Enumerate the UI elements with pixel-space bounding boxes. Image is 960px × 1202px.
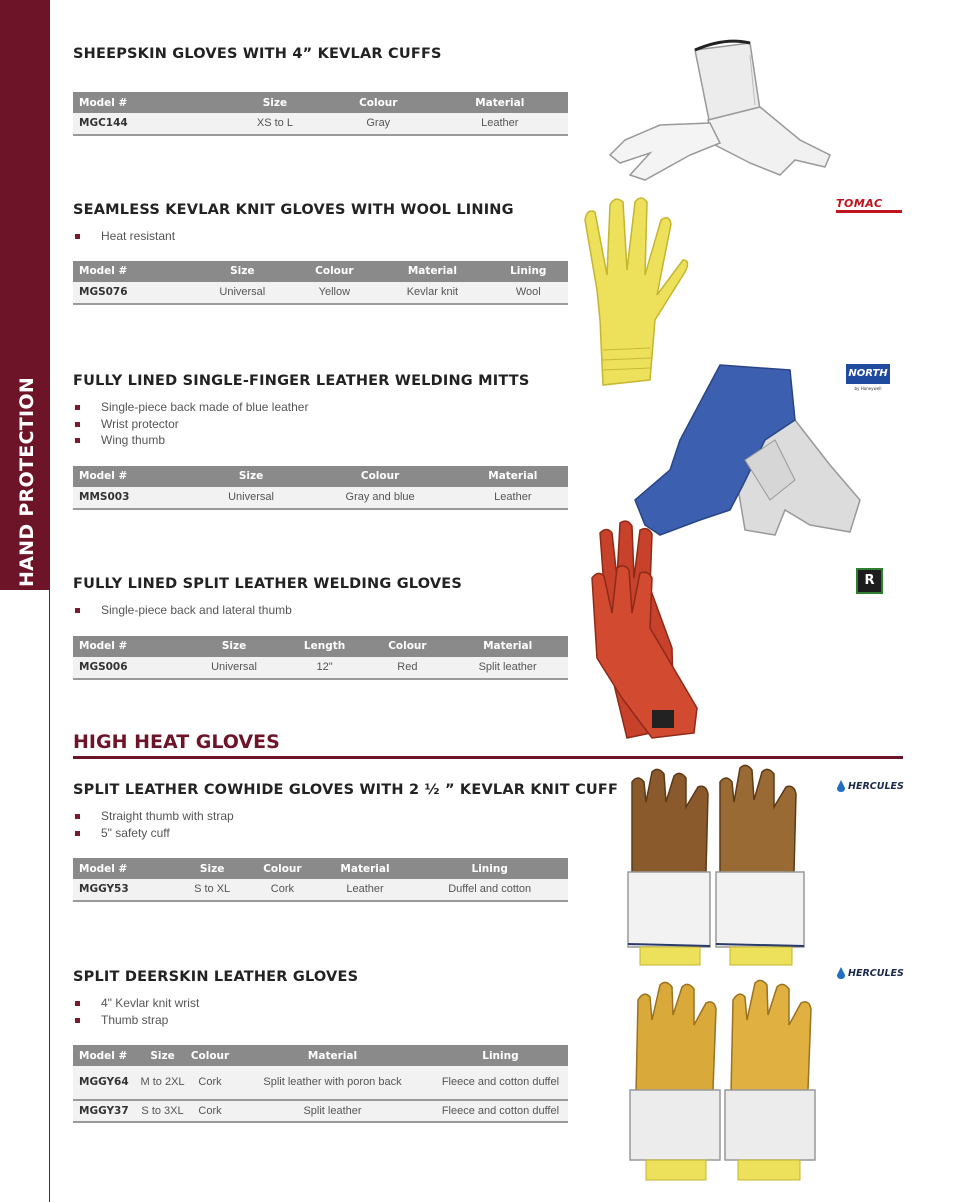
table-header: Size xyxy=(192,261,292,282)
deerskin-gloves-image xyxy=(618,975,818,1185)
cowhide-gloves-image xyxy=(620,762,815,967)
table-cell: Universal xyxy=(200,487,303,509)
table-header: Colour xyxy=(368,636,448,657)
table-header: Size xyxy=(200,466,303,487)
ronco-logo xyxy=(856,568,883,594)
table-header: Lining xyxy=(411,858,568,879)
feature-list xyxy=(73,399,568,449)
logo-text: NORTH xyxy=(846,364,890,384)
hercules-logo xyxy=(836,778,904,794)
logo-text: R xyxy=(864,573,875,588)
product-section xyxy=(73,576,568,680)
hercules-logo xyxy=(836,965,904,981)
table-cell: Cork xyxy=(188,1066,232,1100)
model-cell: MGS076 xyxy=(73,282,192,304)
section-heading: HIGH HEAT GLOVES xyxy=(73,731,280,753)
table-header: Size xyxy=(178,858,246,879)
spec-table xyxy=(73,858,568,902)
table-header: Colour xyxy=(325,92,432,113)
spec-table xyxy=(73,636,568,680)
table-cell: Cork xyxy=(246,879,318,901)
logo-text: HERCULES xyxy=(848,780,904,792)
table-cell: Split leather xyxy=(232,1100,433,1122)
table-header: Lining xyxy=(433,1045,568,1066)
table-header: Model # xyxy=(73,636,186,657)
red-welding-gloves-image xyxy=(582,518,707,743)
product-title: FULLY LINED SINGLE-FINGER LEATHER WELDING MITTS xyxy=(73,373,530,389)
table-cell: Split leather xyxy=(447,657,568,679)
product-title: SEAMLESS KEVLAR KNIT GLOVES WITH WOOL LINING xyxy=(73,202,514,218)
model-cell: MGS006 xyxy=(73,657,186,679)
table-cell: Universal xyxy=(186,657,281,679)
table-cell: S to XL xyxy=(178,879,246,901)
feature-item: Wrist protector xyxy=(73,416,568,433)
table-header: Model # xyxy=(73,466,200,487)
product-title: SHEEPSKIN GLOVES WITH 4” KEVLAR CUFFS xyxy=(73,46,442,62)
feature-item: Heat resistant xyxy=(73,228,568,245)
product-section xyxy=(73,782,618,902)
model-cell: MGGY64 xyxy=(73,1066,137,1100)
feature-item: 4" Kevlar knit wrist xyxy=(73,995,568,1012)
product-section xyxy=(73,969,568,1123)
table-row xyxy=(73,879,568,901)
table-header: Colour xyxy=(246,858,318,879)
table-header: Material xyxy=(232,1045,433,1066)
table-cell: XS to L xyxy=(225,113,325,135)
feature-list xyxy=(73,808,618,841)
model-cell: MGC144 xyxy=(73,113,225,135)
feature-list xyxy=(73,602,568,619)
table-cell: Fleece and cotton duffel xyxy=(433,1100,568,1122)
table-header: Model # xyxy=(73,858,178,879)
table-header: Size xyxy=(186,636,281,657)
table-header: Model # xyxy=(73,92,225,113)
table-cell: Duffel and cotton xyxy=(411,879,568,901)
table-header: Colour xyxy=(292,261,376,282)
table-row xyxy=(73,487,568,509)
logo-text: TOMAC xyxy=(836,198,902,213)
table-cell: 12" xyxy=(282,657,368,679)
table-header: Colour xyxy=(303,466,458,487)
model-cell: MGGY37 xyxy=(73,1100,137,1122)
table-header: Size xyxy=(225,92,325,113)
logo-subtext: by Honeywell xyxy=(854,386,882,391)
tomac-logo xyxy=(836,198,902,214)
drop-icon xyxy=(836,780,846,793)
table-row xyxy=(73,282,568,304)
product-section xyxy=(73,202,568,305)
table-cell: Red xyxy=(368,657,448,679)
north-logo xyxy=(846,364,890,394)
table-header: Model # xyxy=(73,261,192,282)
model-cell: MGGY53 xyxy=(73,879,178,901)
spec-table xyxy=(73,92,568,136)
table-header: Lining xyxy=(489,261,568,282)
feature-list xyxy=(73,228,568,245)
feature-item: Single-piece back and lateral thumb xyxy=(73,602,568,619)
product-title: SPLIT LEATHER COWHIDE GLOVES WITH 2 ½ ” KEVLAR KNIT CUFF xyxy=(73,782,619,798)
table-header: Material xyxy=(376,261,488,282)
table-header: Material xyxy=(458,466,568,487)
table-cell: Gray xyxy=(325,113,432,135)
logo-text: HERCULES xyxy=(848,967,904,979)
product-title: SPLIT DEERSKIN LEATHER GLOVES xyxy=(73,969,359,985)
table-cell: Wool xyxy=(489,282,568,304)
table-cell: Leather xyxy=(319,879,412,901)
table-row xyxy=(73,1100,568,1122)
spec-table xyxy=(73,466,568,510)
table-cell: Split leather with poron back xyxy=(232,1066,433,1100)
table-cell: Yellow xyxy=(292,282,376,304)
feature-list xyxy=(73,995,568,1028)
table-cell: Gray and blue xyxy=(303,487,458,509)
feature-item: 5" safety cuff xyxy=(73,825,618,842)
spec-table xyxy=(73,1045,568,1123)
table-cell: Leather xyxy=(458,487,568,509)
spec-table xyxy=(73,261,568,305)
table-cell: Fleece and cotton duffel xyxy=(433,1066,568,1100)
feature-item: Single-piece back made of blue leather xyxy=(73,399,568,416)
table-header: Material xyxy=(432,92,568,113)
product-section xyxy=(73,373,568,510)
table-header: Length xyxy=(282,636,368,657)
table-header: Material xyxy=(319,858,412,879)
table-cell: Universal xyxy=(192,282,292,304)
table-header: Size xyxy=(137,1045,188,1066)
table-cell: S to 3XL xyxy=(137,1100,188,1122)
section-divider xyxy=(73,756,903,759)
table-header: Model # xyxy=(73,1045,137,1066)
table-cell: Kevlar knit xyxy=(376,282,488,304)
sidebar xyxy=(0,0,50,1202)
drop-icon xyxy=(836,967,846,980)
section-label: HAND PROTECTION xyxy=(16,376,38,588)
product-title: FULLY LINED SPLIT LEATHER WELDING GLOVES xyxy=(73,576,463,592)
product-section xyxy=(73,46,568,136)
table-cell: Leather xyxy=(432,113,568,135)
table-header: Material xyxy=(447,636,568,657)
table-cell: Cork xyxy=(188,1100,232,1122)
table-row xyxy=(73,1066,568,1100)
table-header: Colour xyxy=(188,1045,232,1066)
feature-item: Straight thumb with strap xyxy=(73,808,618,825)
sheepskin-gloves-image xyxy=(600,35,860,185)
feature-item: Thumb strap xyxy=(73,1012,568,1029)
table-row xyxy=(73,657,568,679)
table-cell: M to 2XL xyxy=(137,1066,188,1100)
welding-mitts-image xyxy=(625,360,870,540)
table-row xyxy=(73,113,568,135)
feature-item: Wing thumb xyxy=(73,432,568,449)
model-cell: MMS003 xyxy=(73,487,200,509)
